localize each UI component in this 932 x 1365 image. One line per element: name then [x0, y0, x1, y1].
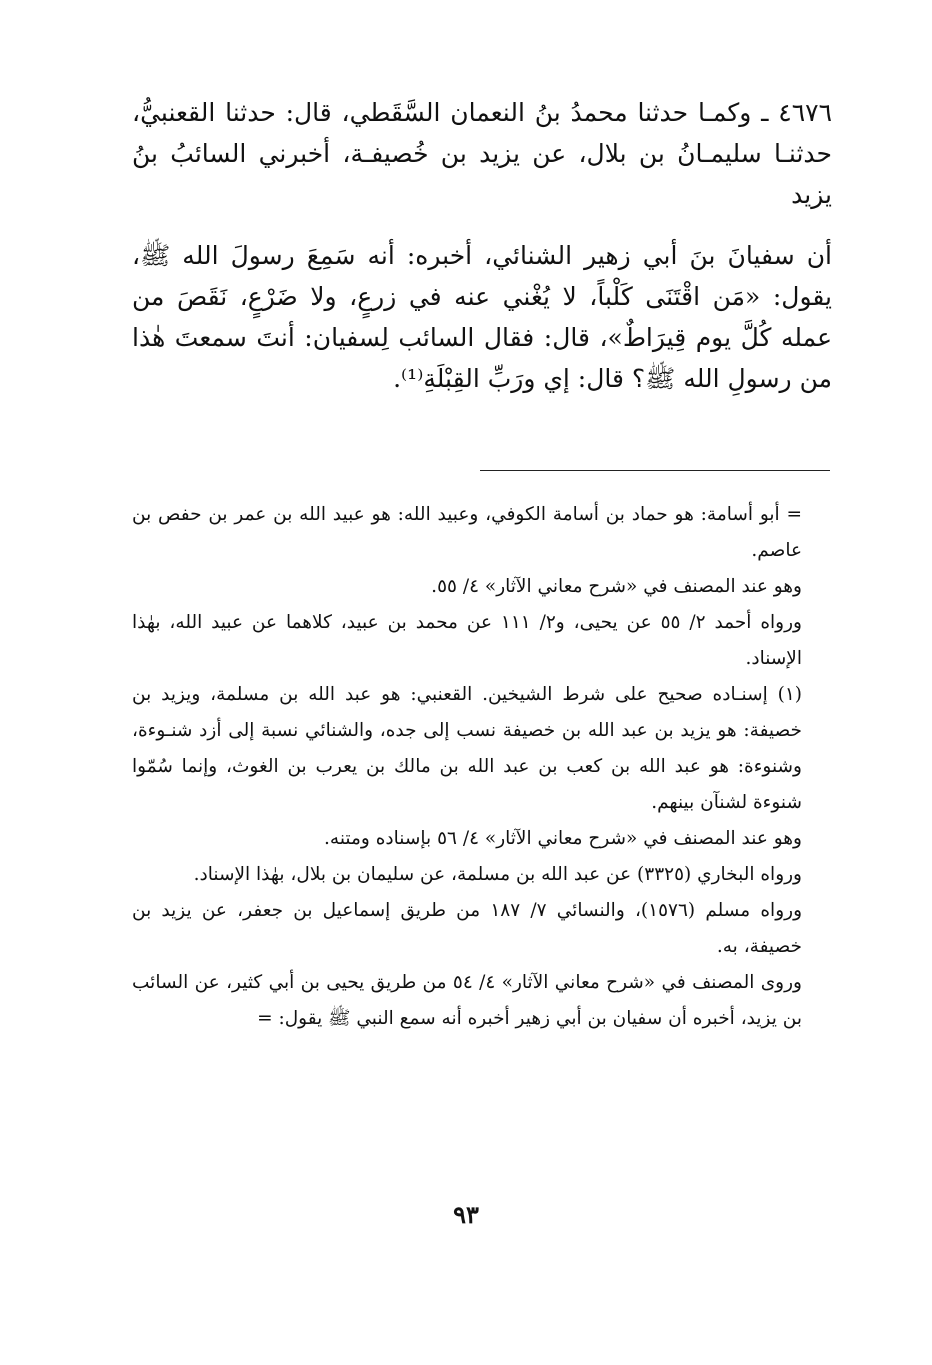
footnote-line: ورواه مسلم (١٥٧٦)، والنسائي ٧/ ١٨٧ من طريق إسماعيل بن جعفر، عن يزيد بن خصيفة، به.: [132, 900, 802, 957]
main-text: [132, 92, 832, 399]
footnote-line: = أبو أسامة: هو حماد بن أسامة الكوفي، وعبيد الله: هو عبيد الله بن عمر بن حفص بن عاصم.: [132, 504, 802, 561]
page-number: ٩٣: [453, 1200, 479, 1229]
footnote-line: وروى المصنف في «شرح معاني الآثار» ٤/ ٥٤ من طريق يحيى بن أبي كثير، عن السائب بن يزيد، أخبره أن سفيان بن أبي زهير أخبره أنه سمع النبي ﷺ يقول: =: [132, 972, 802, 1029]
footnote-separator: [480, 470, 830, 471]
hadith-matn-paragraph: أن سفيانَ بنَ أبي زهير الشنائي، أخبره: أنه سَمِعَ رسولَ الله ﷺ، يقول: «مَن اقْتَنَى كَلْباً، لا يُغْني عنه في زرعٍ، ولا ضَرْعٍ، نَقَصَ من عمله كُلَّ يوم قِيرَاطٌ»، قال: فقال السائب لِسفيان: أنتَ سمعتَ هٰذا من رسولِ الله ﷺ؟ قال: إي ورَبِّ القِبْلَةِ⁽¹⁾.: [132, 241, 832, 393]
footnote-line: ورواه البخاري (٣٣٢٥) عن عبد الله بن مسلمة، عن سليمان بن بلال، بهٰذا الإسناد.: [193, 864, 802, 885]
footnote-line: ورواه أحمد ٢/ ٥٥ عن يحيى، و٢/ ١١١ عن محمد بن عبيد، كلاهما عن عبيد الله، بهٰذا الإسناد.: [132, 612, 802, 669]
footnote-1: (١) إسنـاده صحيح على شرط الشيخين. القعنبي: هو عبد الله بن مسلمة، ويزيد بن خصيفة: هو يزيد بن عبد الله بن خصيفة نسب إلى جده، والشنائي نسبة إلى أزد شنـوءة، وشنوءة: هو عبد الله بن كعب بن عبد الله بن مالك بن يعرب بن الغوث، وإنما سُمّوا شنوءة لشنآن بينهم.: [132, 684, 802, 813]
footnotes: [132, 497, 832, 1037]
footnote-line: وهو عند المصنف في «شرح معاني الآثار» ٤/ ٥٥.: [431, 576, 802, 597]
footnote-line: وهو عند المصنف في «شرح معاني الآثار» ٤/ ٥٦ بإسناده ومتنه.: [324, 828, 802, 849]
hadith-isnad-paragraph: ٤٦٧٦ ـ وكمـا حدثنا محمدُ بنُ النعمان السَّقَطي، قال: حدثنا القعنبيُّ، حدثنـا سليمـانُ بن بلال، عن يزيد بن خُصيفـة، أخبرني السائبُ بنُ يزيد: [132, 98, 832, 209]
